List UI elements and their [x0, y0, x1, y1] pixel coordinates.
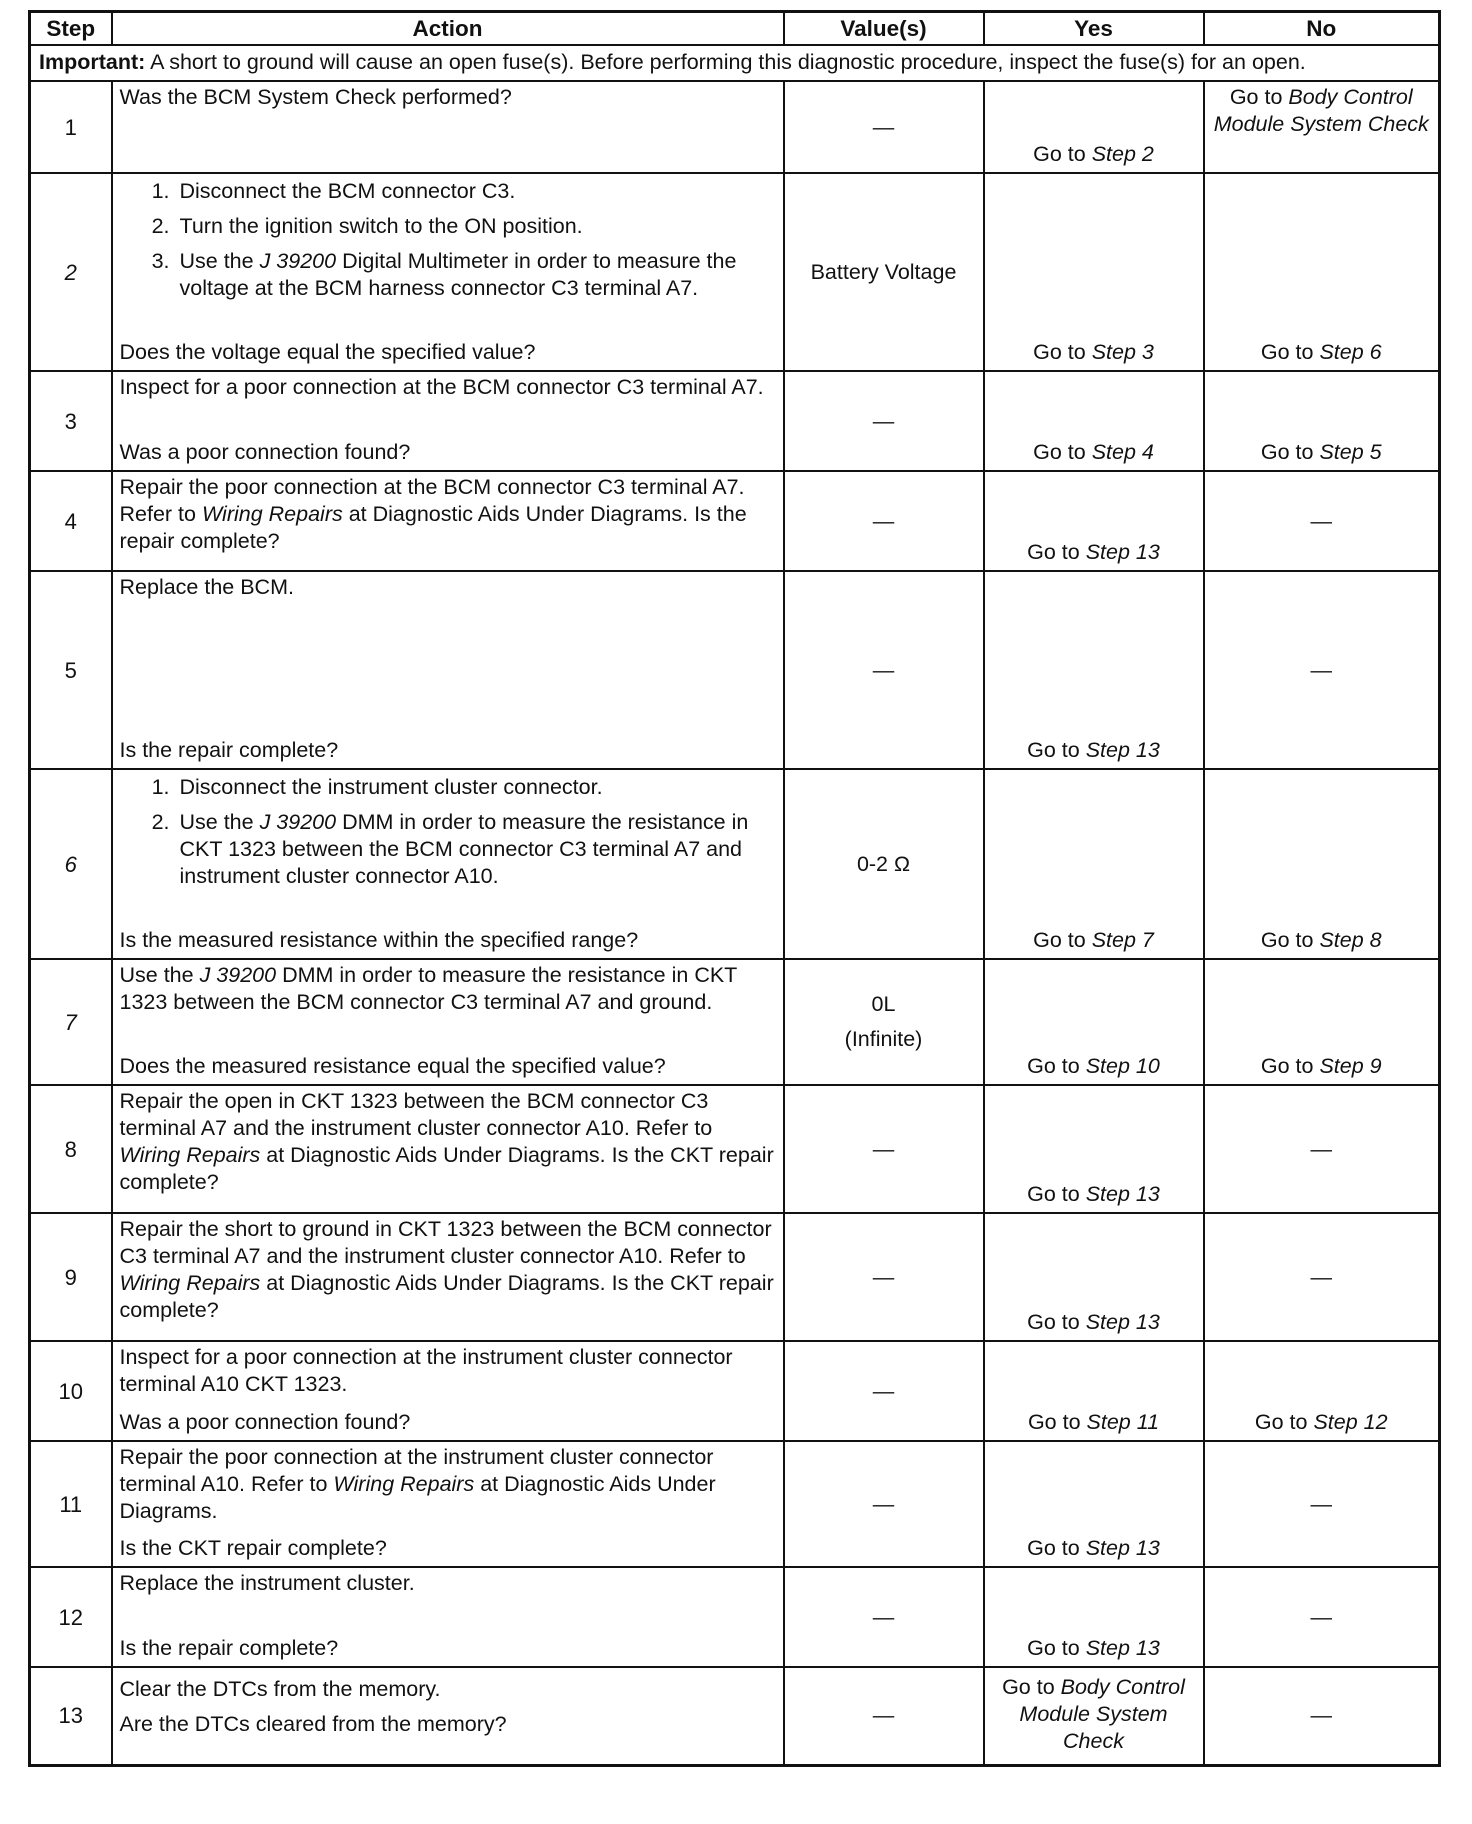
action-question: Is the CKT repair complete? — [119, 1536, 387, 1560]
no-target: Step 5 — [1319, 440, 1382, 464]
yes-cell: Go to Step 4 — [984, 371, 1204, 471]
step-number: 8 — [30, 1085, 112, 1213]
tool-name: J 39200 — [199, 963, 277, 987]
no-cell: — — [1204, 1441, 1440, 1567]
table-row — [30, 173, 1440, 371]
action-cell — [112, 1441, 784, 1567]
value-cell: — — [784, 1667, 984, 1765]
value-cell: — — [784, 1213, 984, 1341]
yes-cell: Go to Step 3 — [984, 173, 1204, 371]
value-cell: 0L (Infinite) — [784, 959, 984, 1085]
value-cell: — — [784, 571, 984, 769]
no-cell: Go to Step 6 — [1204, 173, 1440, 371]
yes-cell: Go to Step 13 — [984, 1441, 1204, 1567]
header-row — [30, 12, 1440, 46]
wiring-repairs-ref: Wiring Repairs — [119, 1271, 261, 1295]
step-number: 10 — [30, 1341, 112, 1441]
value-cell: — — [784, 1441, 984, 1567]
yes-target: Step 13 — [1085, 540, 1160, 564]
yes-target: Body Control Module System Check — [1019, 1675, 1185, 1754]
diagnostic-page — [28, 10, 1441, 1767]
no-target: Body Control Module System Check — [1213, 85, 1429, 136]
table-row — [30, 1341, 1440, 1441]
tool-name: J 39200 — [259, 249, 337, 273]
yes-cell: Go to Step 13 — [984, 471, 1204, 571]
value-cell: — — [784, 81, 984, 173]
table-row — [30, 1667, 1440, 1765]
table-row — [30, 1085, 1440, 1213]
table-row — [30, 1441, 1440, 1567]
step-number: 2 — [30, 173, 112, 371]
table-row — [30, 959, 1440, 1085]
no-cell: Go to Step 12 — [1204, 1341, 1440, 1441]
action-cell — [112, 571, 784, 769]
step-number: 13 — [30, 1667, 112, 1765]
important-note — [30, 45, 1440, 81]
value-cell: 0-2 Ω — [784, 769, 984, 959]
action-question: Was a poor connection found? — [119, 440, 411, 464]
action-item: 3. Use the J 39200 Digital Multimeter in order to measure the voltage at the BCM harness connector C3 terminal A7. — [176, 248, 776, 302]
action-question: Is the repair complete? — [119, 738, 339, 762]
tool-name: J 39200 — [259, 810, 337, 834]
wiring-repairs-ref: Wiring Repairs — [201, 502, 343, 526]
header-values: Value(s) — [784, 12, 984, 46]
yes-target: Step 3 — [1091, 340, 1154, 364]
action-text: Repair the poor connection at the instrument cluster connector terminal A10. Refer to Wiring Repairs at Diagnostic Aids Under Diagrams. — [119, 1445, 716, 1523]
step-number: 1 — [30, 81, 112, 173]
action-cell — [112, 371, 784, 471]
action-item: 2. Turn the ignition switch to the ON position. — [176, 213, 776, 240]
table-row — [30, 1213, 1440, 1341]
step-number: 3 — [30, 371, 112, 471]
action-cell — [112, 1567, 784, 1667]
no-target: Step 9 — [1319, 1054, 1382, 1078]
header-action: Action — [112, 12, 784, 46]
yes-target: Step 4 — [1091, 440, 1154, 464]
value-cell: — — [784, 471, 984, 571]
yes-target: Step 10 — [1085, 1054, 1160, 1078]
yes-cell: Go to Step 13 — [984, 1213, 1204, 1341]
step-number: 12 — [30, 1567, 112, 1667]
no-target: Step 8 — [1319, 928, 1382, 952]
yes-cell: Go to Step 2 — [984, 81, 1204, 173]
table-row — [30, 769, 1440, 959]
table-row — [30, 81, 1440, 173]
table-row — [30, 371, 1440, 471]
yes-target: Step 13 — [1085, 1310, 1160, 1334]
yes-target: Step 13 — [1085, 738, 1160, 762]
important-row — [30, 45, 1440, 81]
yes-cell: Go to Step 10 — [984, 959, 1204, 1085]
action-item: 1. Disconnect the BCM connector C3. — [176, 178, 776, 205]
action-cell — [112, 81, 784, 173]
action-cell: Repair the poor connection at the BCM connector C3 terminal A7. Refer to Wiring Repairs at Diagnostic Aids Under Diagrams. Is the repair complete? — [112, 471, 784, 571]
no-cell: — — [1204, 571, 1440, 769]
no-cell: — — [1204, 1667, 1440, 1765]
action-text: Inspect for a poor connection at the BCM connector C3 terminal A7. — [119, 375, 764, 399]
table-row — [30, 471, 1440, 571]
step-number: 7 — [30, 959, 112, 1085]
table-row — [30, 571, 1440, 769]
action-question: Does the voltage equal the specified value? — [119, 340, 536, 364]
action-item: 1. Disconnect the instrument cluster connector. — [176, 774, 776, 801]
step-number: 4 — [30, 471, 112, 571]
action-question: Is the repair complete? — [119, 1636, 339, 1660]
action-cell: Repair the short to ground in CKT 1323 between the BCM connector C3 terminal A7 and the instrument cluster connector A10. Refer to Wiring Repairs at Diagnostic Aids Under Diagrams. Is the CKT repair complete? — [112, 1213, 784, 1341]
action-text: Inspect for a poor connection at the instrument cluster connector terminal A10 CKT 1323. — [119, 1345, 733, 1396]
yes-cell: Go to Body Control Module System Check — [984, 1667, 1204, 1765]
header-yes: Yes — [984, 12, 1204, 46]
no-cell: Go to Step 5 — [1204, 371, 1440, 471]
yes-cell: Go to Step 7 — [984, 769, 1204, 959]
no-cell: — — [1204, 1567, 1440, 1667]
value-cell: Battery Voltage — [784, 173, 984, 371]
yes-target: Step 7 — [1091, 928, 1154, 952]
action-cell — [112, 173, 784, 371]
yes-cell: Go to Step 13 — [984, 1085, 1204, 1213]
step-number: 5 — [30, 571, 112, 769]
action-question: Are the DTCs cleared from the memory? — [119, 1711, 507, 1736]
yes-target: Step 11 — [1086, 1410, 1160, 1434]
diagnostic-table — [28, 10, 1441, 1767]
yes-target: Step 13 — [1085, 1536, 1160, 1560]
no-cell: Go to Step 9 — [1204, 959, 1440, 1085]
action-question: Was a poor connection found? — [119, 1410, 411, 1434]
value-cell: — — [784, 371, 984, 471]
action-cell — [112, 1667, 784, 1765]
header-no: No — [1204, 12, 1440, 46]
step-number: 11 — [30, 1441, 112, 1567]
action-cell — [112, 769, 784, 959]
no-cell: — — [1204, 1085, 1440, 1213]
no-cell: — — [1204, 1213, 1440, 1341]
important-text: A short to ground will cause an open fuse(s). Before performing this diagnostic procedure, inspect the fuse(s) for an open. — [145, 50, 1306, 74]
action-cell: Repair the open in CKT 1323 between the BCM connector C3 terminal A7 and the instrument cluster connector A10. Refer to Wiring Repairs at Diagnostic Aids Under Diagrams. Is the CKT repair complete? — [112, 1085, 784, 1213]
action-item: 2. Use the J 39200 DMM in order to measure the resistance in CKT 1323 between the BCM connector C3 terminal A7 and instrument cluster connector A10. — [176, 809, 776, 890]
yes-cell: Go to Step 13 — [984, 571, 1204, 769]
header-step: Step — [30, 12, 112, 46]
action-question: Is the measured resistance within the specified range? — [119, 928, 639, 952]
yes-cell: Go to Step 11 — [984, 1341, 1204, 1441]
no-cell: Go to Body Control Module System Check — [1204, 81, 1440, 173]
action-cell — [112, 1341, 784, 1441]
step-number: 6 — [30, 769, 112, 959]
no-cell: — — [1204, 471, 1440, 571]
yes-target: Step 2 — [1091, 142, 1154, 166]
wiring-repairs-ref: Wiring Repairs — [119, 1143, 261, 1167]
yes-cell: Go to Step 13 — [984, 1567, 1204, 1667]
important-label: Important: — [39, 50, 146, 74]
wiring-repairs-ref: Wiring Repairs — [333, 1472, 475, 1496]
value-cell: — — [784, 1567, 984, 1667]
table-row — [30, 1567, 1440, 1667]
yes-target: Step 13 — [1085, 1636, 1160, 1660]
action-question: Does the measured resistance equal the specified value? — [119, 1054, 666, 1078]
no-target: Step 6 — [1319, 340, 1382, 364]
action-cell — [112, 959, 784, 1085]
action-text: Replace the instrument cluster. — [119, 1571, 415, 1595]
value-cell: — — [784, 1341, 984, 1441]
action-text: Use the J 39200 DMM in order to measure the resistance in CKT 1323 between the BCM connector C3 terminal A7 and ground. — [119, 963, 737, 1014]
step-number: 9 — [30, 1213, 112, 1341]
action-text: Replace the BCM. — [119, 575, 294, 599]
action-text: Clear the DTCs from the memory. — [119, 1676, 441, 1701]
yes-target: Step 13 — [1085, 1182, 1160, 1206]
no-target: Step 12 — [1313, 1410, 1388, 1434]
no-cell: Go to Step 8 — [1204, 769, 1440, 959]
value-cell: — — [784, 1085, 984, 1213]
action-text: Was the BCM System Check performed? — [119, 85, 512, 109]
